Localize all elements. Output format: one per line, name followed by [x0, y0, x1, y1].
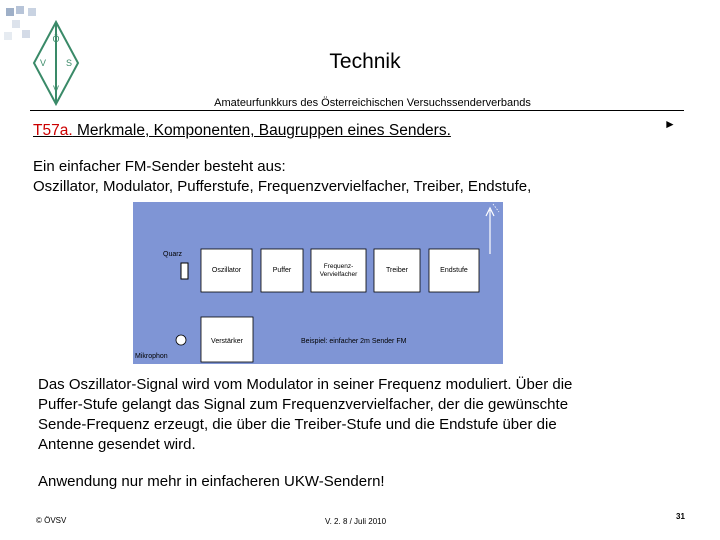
description-line: Antenne gesendet wird.: [38, 436, 196, 453]
play-icon[interactable]: ►: [664, 117, 676, 131]
header-divider: [30, 110, 684, 111]
description-line: Sende-Frequenz erzeugt, die über die Treiber-Stufe und die Endstufe über die: [38, 416, 557, 433]
mic-label: Mikrophon: [135, 353, 168, 360]
block-label: Oszillator: [211, 267, 242, 274]
footer-version: V. 2. 8 / Juli 2010: [325, 517, 387, 526]
intro-line: Oszillator, Modulator, Pufferstufe, Frequenzvervielfacher, Treiber, Endstufe,: [33, 178, 532, 195]
section-heading: [33, 122, 451, 140]
page-subtitle: Amateurfunkkurs des Österreichischen Versuchssenderverbands: [214, 97, 531, 109]
page-title: Technik: [329, 50, 401, 73]
block-label: Puffer: [272, 267, 292, 274]
block-label: Vervielfacher: [319, 271, 358, 278]
description-line: Das Oszillator-Signal wird vom Modulator in seiner Frequenz moduliert. Über die: [38, 376, 573, 393]
intro-text: [33, 157, 531, 197]
footer-copyright: © ÖVSV: [36, 516, 67, 525]
microphone-icon: [176, 335, 186, 345]
diagram-caption: Beispiel: einfacher 2m Sender FM: [301, 338, 407, 345]
crystal-icon: [181, 263, 188, 279]
page-number: 31: [676, 512, 685, 521]
transmitter-block-diagram: [133, 202, 503, 364]
logo-letter: V: [52, 84, 60, 94]
description-text: [38, 375, 572, 455]
quarz-label: Quarz: [163, 251, 183, 258]
block-label: Treiber: [386, 267, 408, 274]
heading-text: Merkmale, Komponenten, Baugruppen eines Senders.: [72, 122, 451, 139]
logo-letter: Ö: [52, 34, 60, 44]
heading-code: T57a.: [33, 122, 73, 139]
block-label: Endstufe: [440, 267, 468, 274]
description-line: Puffer-Stufe gelangt das Signal zum Frequenzvervielfacher, der die gewünschte: [38, 396, 569, 413]
block-label: Verstärker: [211, 338, 243, 345]
block-label: Frequenz-: [323, 263, 354, 270]
usage-note: Anwendung nur mehr in einfacheren UKW-Sendern!: [38, 473, 385, 490]
logo-letter: V: [39, 58, 47, 68]
logo-letter: S: [65, 58, 73, 68]
intro-line: Ein einfacher FM-Sender besteht aus:: [33, 158, 286, 175]
